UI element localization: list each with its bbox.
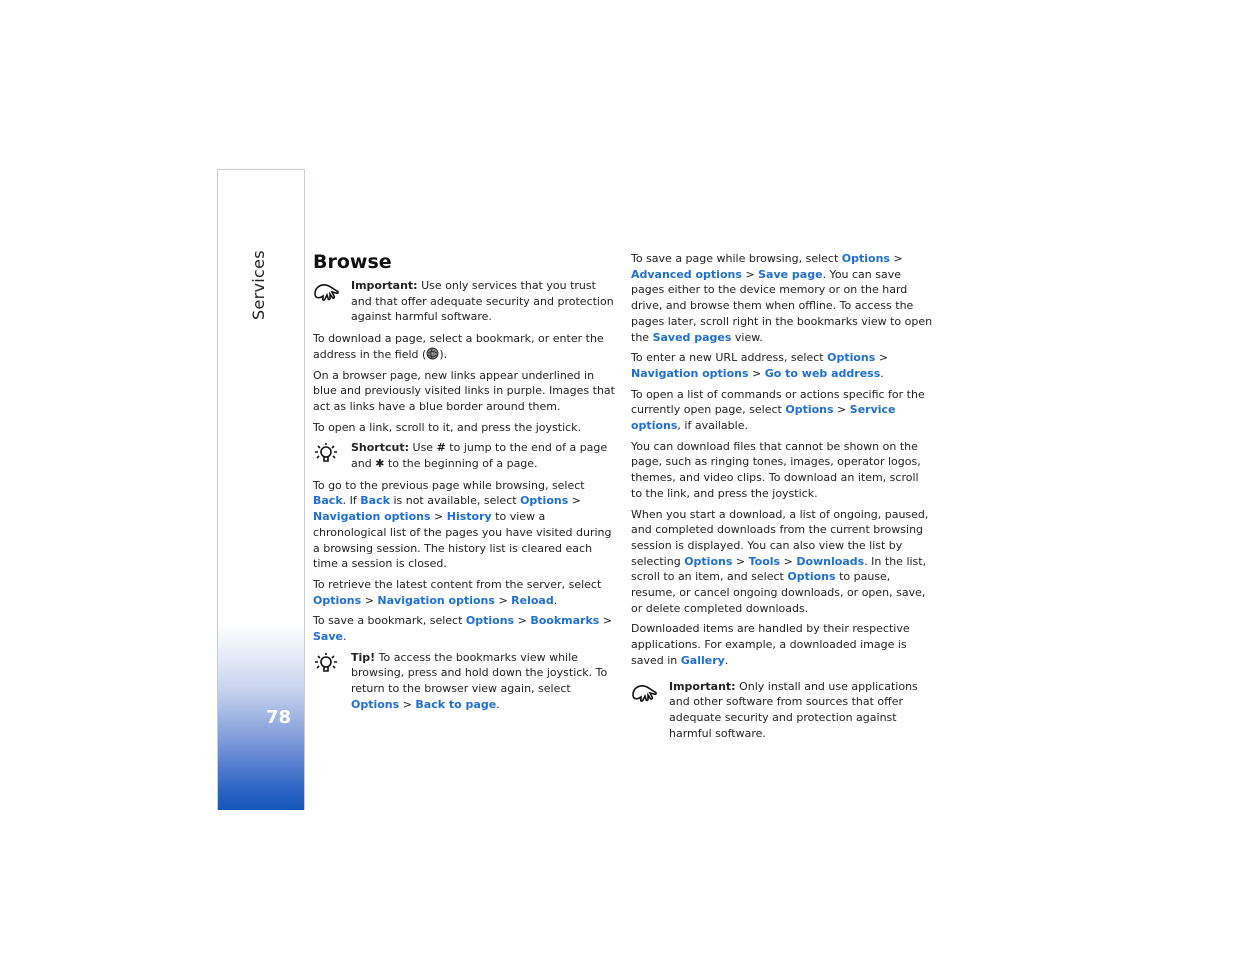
text: to jump to the end of a page and bbox=[351, 441, 608, 471]
text: > bbox=[893, 252, 903, 265]
page-number: 78 bbox=[266, 707, 292, 728]
text: is not available, select bbox=[393, 494, 517, 508]
text: To retrieve the latest content from the server, select bbox=[313, 577, 602, 591]
text: > bbox=[364, 593, 374, 607]
important-text: Only install and use applications and other software from sources that offer adequate security and protection against harmful software. bbox=[669, 679, 918, 740]
text: To open a list of commands or actions specific for the currently open page, select bbox=[631, 387, 925, 417]
menu-ref-back: Back bbox=[360, 494, 390, 508]
text: To go to the previous page while browsing, select bbox=[313, 478, 585, 492]
menu-ref-navigation-options: Navigation options bbox=[631, 366, 749, 380]
important-label: Important: bbox=[351, 279, 418, 292]
menu-ref-gallery: Gallery bbox=[680, 653, 725, 667]
lightbulb-icon bbox=[313, 442, 341, 466]
important-note bbox=[631, 679, 933, 742]
menu-ref-back: Back bbox=[313, 494, 343, 508]
section-title: Services bbox=[249, 250, 268, 320]
section-sidebar bbox=[217, 169, 305, 810]
text: . If bbox=[342, 494, 357, 508]
globe-icon bbox=[426, 347, 439, 360]
paragraph: On a browser page, new links appear underlined in blue and previously visited links in purple. Images that act as links have a blue border around them. bbox=[313, 368, 615, 413]
text: . bbox=[496, 697, 500, 711]
menu-ref-options: Options bbox=[785, 403, 834, 417]
important-hand-icon bbox=[631, 681, 659, 705]
menu-ref-options: Options bbox=[465, 614, 515, 628]
menu-ref-history: History bbox=[446, 510, 492, 524]
text: to pause, resume, or cancel ongoing downloads, or open, save, or delete completed downloads. bbox=[631, 570, 926, 615]
menu-ref-navigation-options: Navigation options bbox=[377, 593, 495, 607]
paragraph bbox=[631, 350, 933, 381]
paragraph: To open a link, scroll to it, and press the joystick. bbox=[313, 420, 582, 434]
menu-ref-saved-pages: Saved pages bbox=[652, 330, 732, 344]
text: . In the list, scroll to an item, and select bbox=[631, 554, 927, 584]
text: view. bbox=[734, 330, 763, 344]
menu-ref-advanced-options: Advanced options bbox=[631, 267, 742, 281]
text: . bbox=[553, 593, 558, 607]
important-text: Use only services that you trust and that offer adequate security and protection against harmful software. bbox=[351, 279, 614, 324]
menu-ref-options: Options bbox=[520, 494, 569, 508]
text: . bbox=[724, 653, 729, 667]
paragraph bbox=[313, 478, 615, 572]
menu-ref-options: Options bbox=[351, 697, 400, 711]
page-heading: Browse bbox=[313, 251, 392, 273]
paragraph bbox=[313, 331, 615, 362]
menu-ref-bookmarks: Bookmarks bbox=[530, 614, 600, 628]
important-hand-icon bbox=[313, 280, 341, 304]
menu-ref-back-to-page: Back to page bbox=[415, 697, 497, 711]
tip-label: Tip! bbox=[351, 650, 376, 664]
right-column bbox=[631, 251, 933, 747]
paragraph bbox=[313, 613, 615, 644]
menu-ref-options: Options bbox=[684, 554, 733, 568]
text: > bbox=[434, 510, 444, 524]
menu-ref-options: Options bbox=[827, 351, 876, 365]
text: When you start a download, a list of ongoing, paused, and completed downloads from the current browsing session is displayed. You can also view the list by selecting bbox=[631, 507, 929, 568]
lightbulb-icon bbox=[313, 652, 341, 676]
text: > bbox=[752, 366, 762, 380]
text: > bbox=[602, 614, 613, 628]
text: to the beginning of a page. bbox=[387, 457, 538, 471]
menu-ref-options: Options bbox=[787, 570, 836, 584]
shortcut-note bbox=[313, 440, 615, 471]
text: . bbox=[880, 366, 884, 380]
menu-ref-reload: Reload bbox=[511, 593, 554, 607]
text: To enter a new URL address, select bbox=[631, 351, 824, 365]
text: > bbox=[745, 267, 755, 281]
shortcut-label: Shortcut: bbox=[351, 441, 410, 455]
menu-ref-service-options: Service options bbox=[631, 403, 896, 433]
text: To save a page while browsing, select bbox=[631, 252, 839, 265]
star-key-icon: ✱ bbox=[375, 457, 385, 471]
menu-ref-options: Options bbox=[841, 252, 890, 265]
text: To download a page, select a bookmark, or enter the address in the field ( bbox=[313, 332, 604, 361]
important-note bbox=[313, 278, 615, 325]
text: to view a chronological list of the pages you have visited during a browsing session. The history list is cleared each time a session is closed. bbox=[313, 510, 612, 571]
paragraph bbox=[631, 387, 933, 434]
paragraph bbox=[631, 251, 933, 345]
text: To save a bookmark, select bbox=[313, 614, 463, 628]
tip-note bbox=[313, 650, 615, 713]
paragraph: You can download files that cannot be shown on the page, such as ringing tones, images, operator logos, themes, and video clips. To download an item, scroll to the link, and press the joystick. bbox=[631, 439, 921, 500]
hash-key-icon: # bbox=[436, 441, 446, 455]
text: > bbox=[402, 697, 412, 711]
paragraph bbox=[313, 577, 615, 608]
paragraph bbox=[631, 507, 933, 617]
left-column bbox=[313, 250, 615, 719]
text: Use bbox=[412, 441, 434, 455]
menu-ref-save: Save bbox=[313, 630, 343, 644]
menu-ref-navigation-options: Navigation options bbox=[313, 510, 431, 524]
text: To access the bookmarks view while browsing, press and hold down the joystick. To return to the browser view again, select bbox=[351, 650, 608, 696]
text: > bbox=[878, 351, 889, 365]
menu-ref-go-to-web-address: Go to web address bbox=[764, 366, 881, 380]
text: , if available. bbox=[677, 419, 748, 433]
text: > bbox=[837, 403, 847, 417]
text: ). bbox=[439, 347, 448, 361]
text: > bbox=[783, 554, 793, 568]
text: > bbox=[571, 494, 581, 508]
menu-ref-downloads: Downloads bbox=[796, 554, 865, 568]
text: > bbox=[735, 554, 746, 568]
paragraph bbox=[631, 621, 933, 668]
menu-ref-tools: Tools bbox=[748, 554, 781, 568]
menu-ref-save-page: Save page bbox=[758, 267, 823, 281]
menu-ref-options: Options bbox=[313, 593, 362, 607]
text: > bbox=[498, 593, 508, 607]
text: Downloaded items are handled by their respective applications. For example, a downloaded image is saved in bbox=[631, 622, 910, 667]
important-label: Important: bbox=[669, 679, 736, 693]
text: > bbox=[517, 614, 527, 628]
text: . bbox=[342, 630, 347, 644]
text: . You can save pages either to the device memory or on the hard drive, and browse them when offline. To access the pages later, scroll right in the bookmarks view to open the bbox=[631, 267, 933, 344]
